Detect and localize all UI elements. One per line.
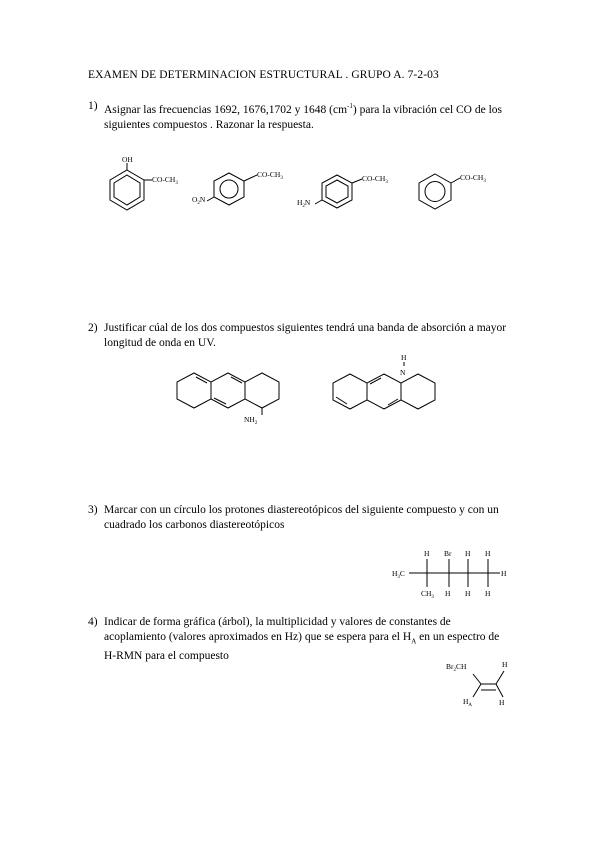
svg-text:O2N: $O_2N$ [192, 195, 206, 206]
question-text: Indicar de forma gráfica (árbol), la multiplicidad y valores de constantes de acoplamiento (valores aproximados en Hz) que se espera para el $H_A$ en un espectro de H-RMN para el compuesto [104, 616, 500, 663]
question-text: Justificar cúal de los dos compuestos siguientes tendrá una banda de absorción a mayor longitud de onda en UV. [104, 322, 507, 349]
svg-text:HA: $H_A$ [463, 697, 473, 708]
svg-text:CH3: $CH_3$ [421, 589, 434, 600]
compound-alkene [446, 660, 508, 708]
page-title: EXAMEN DE DETERMINACION ESTRUCTURAL . GRUPO A. 7-2-03 [88, 69, 439, 81]
question-number: 4) [88, 616, 98, 628]
svg-text:H: H [501, 569, 507, 578]
svg-text:H: H [424, 549, 430, 558]
svg-text:H: H [465, 589, 471, 598]
svg-text:H: H [502, 660, 508, 669]
svg-text:H: H [401, 353, 407, 362]
svg-text:NH2: $NH_2$ [244, 415, 258, 426]
svg-text:Br: Br [444, 549, 452, 558]
svg-text:CO-CH3: $CO-CH_3$ [257, 170, 283, 181]
svg-text:N: N [400, 368, 406, 377]
svg-text:Br2CH: $Br_2CH$ [446, 662, 467, 673]
svg-text:CO-CH3: $CO-CH_3$ [362, 174, 388, 185]
compound-ortho-hydroxyacetophenone [110, 155, 178, 210]
compound-tricyclic-amine [177, 373, 279, 426]
question-number: 3) [88, 504, 98, 516]
svg-text:H: H [465, 549, 471, 558]
svg-text:H: H [445, 589, 451, 598]
svg-text:H: H [499, 698, 505, 707]
compound-acetophenone [419, 173, 486, 209]
compound-para-aminoacetophenone [297, 174, 388, 209]
svg-text:H: H [485, 549, 491, 558]
svg-text:H3C: $H_3C$ [392, 569, 405, 580]
compound-para-nitroacetophenone [192, 170, 283, 206]
question-number: 2) [88, 322, 98, 334]
question-text: Asignar las frecuencias 1692, 1676,1702 y 1648 $(cm^{-1})$ para la vibración cel CO de los siguientes compuestos . Razonar la respuesta. [104, 102, 503, 131]
svg-text:H2N: $H_2N$ [297, 198, 311, 209]
compound-tricyclic-nh [333, 353, 435, 409]
question-text: Marcar con un círculo los protones diastereotópicos del siguiente compuesto y con un cuadrado los carbonos diastereotópicos [104, 504, 499, 531]
svg-text:H: H [485, 589, 491, 598]
svg-text:OH: OH [122, 155, 133, 164]
question-number: 1) [88, 100, 98, 112]
compound-bromo-alkane [392, 549, 507, 600]
svg-text:CO-CH3: $CO-CH_3$ [152, 175, 178, 186]
svg-text:CO-CH3: $CO-CH_3$ [460, 173, 486, 184]
